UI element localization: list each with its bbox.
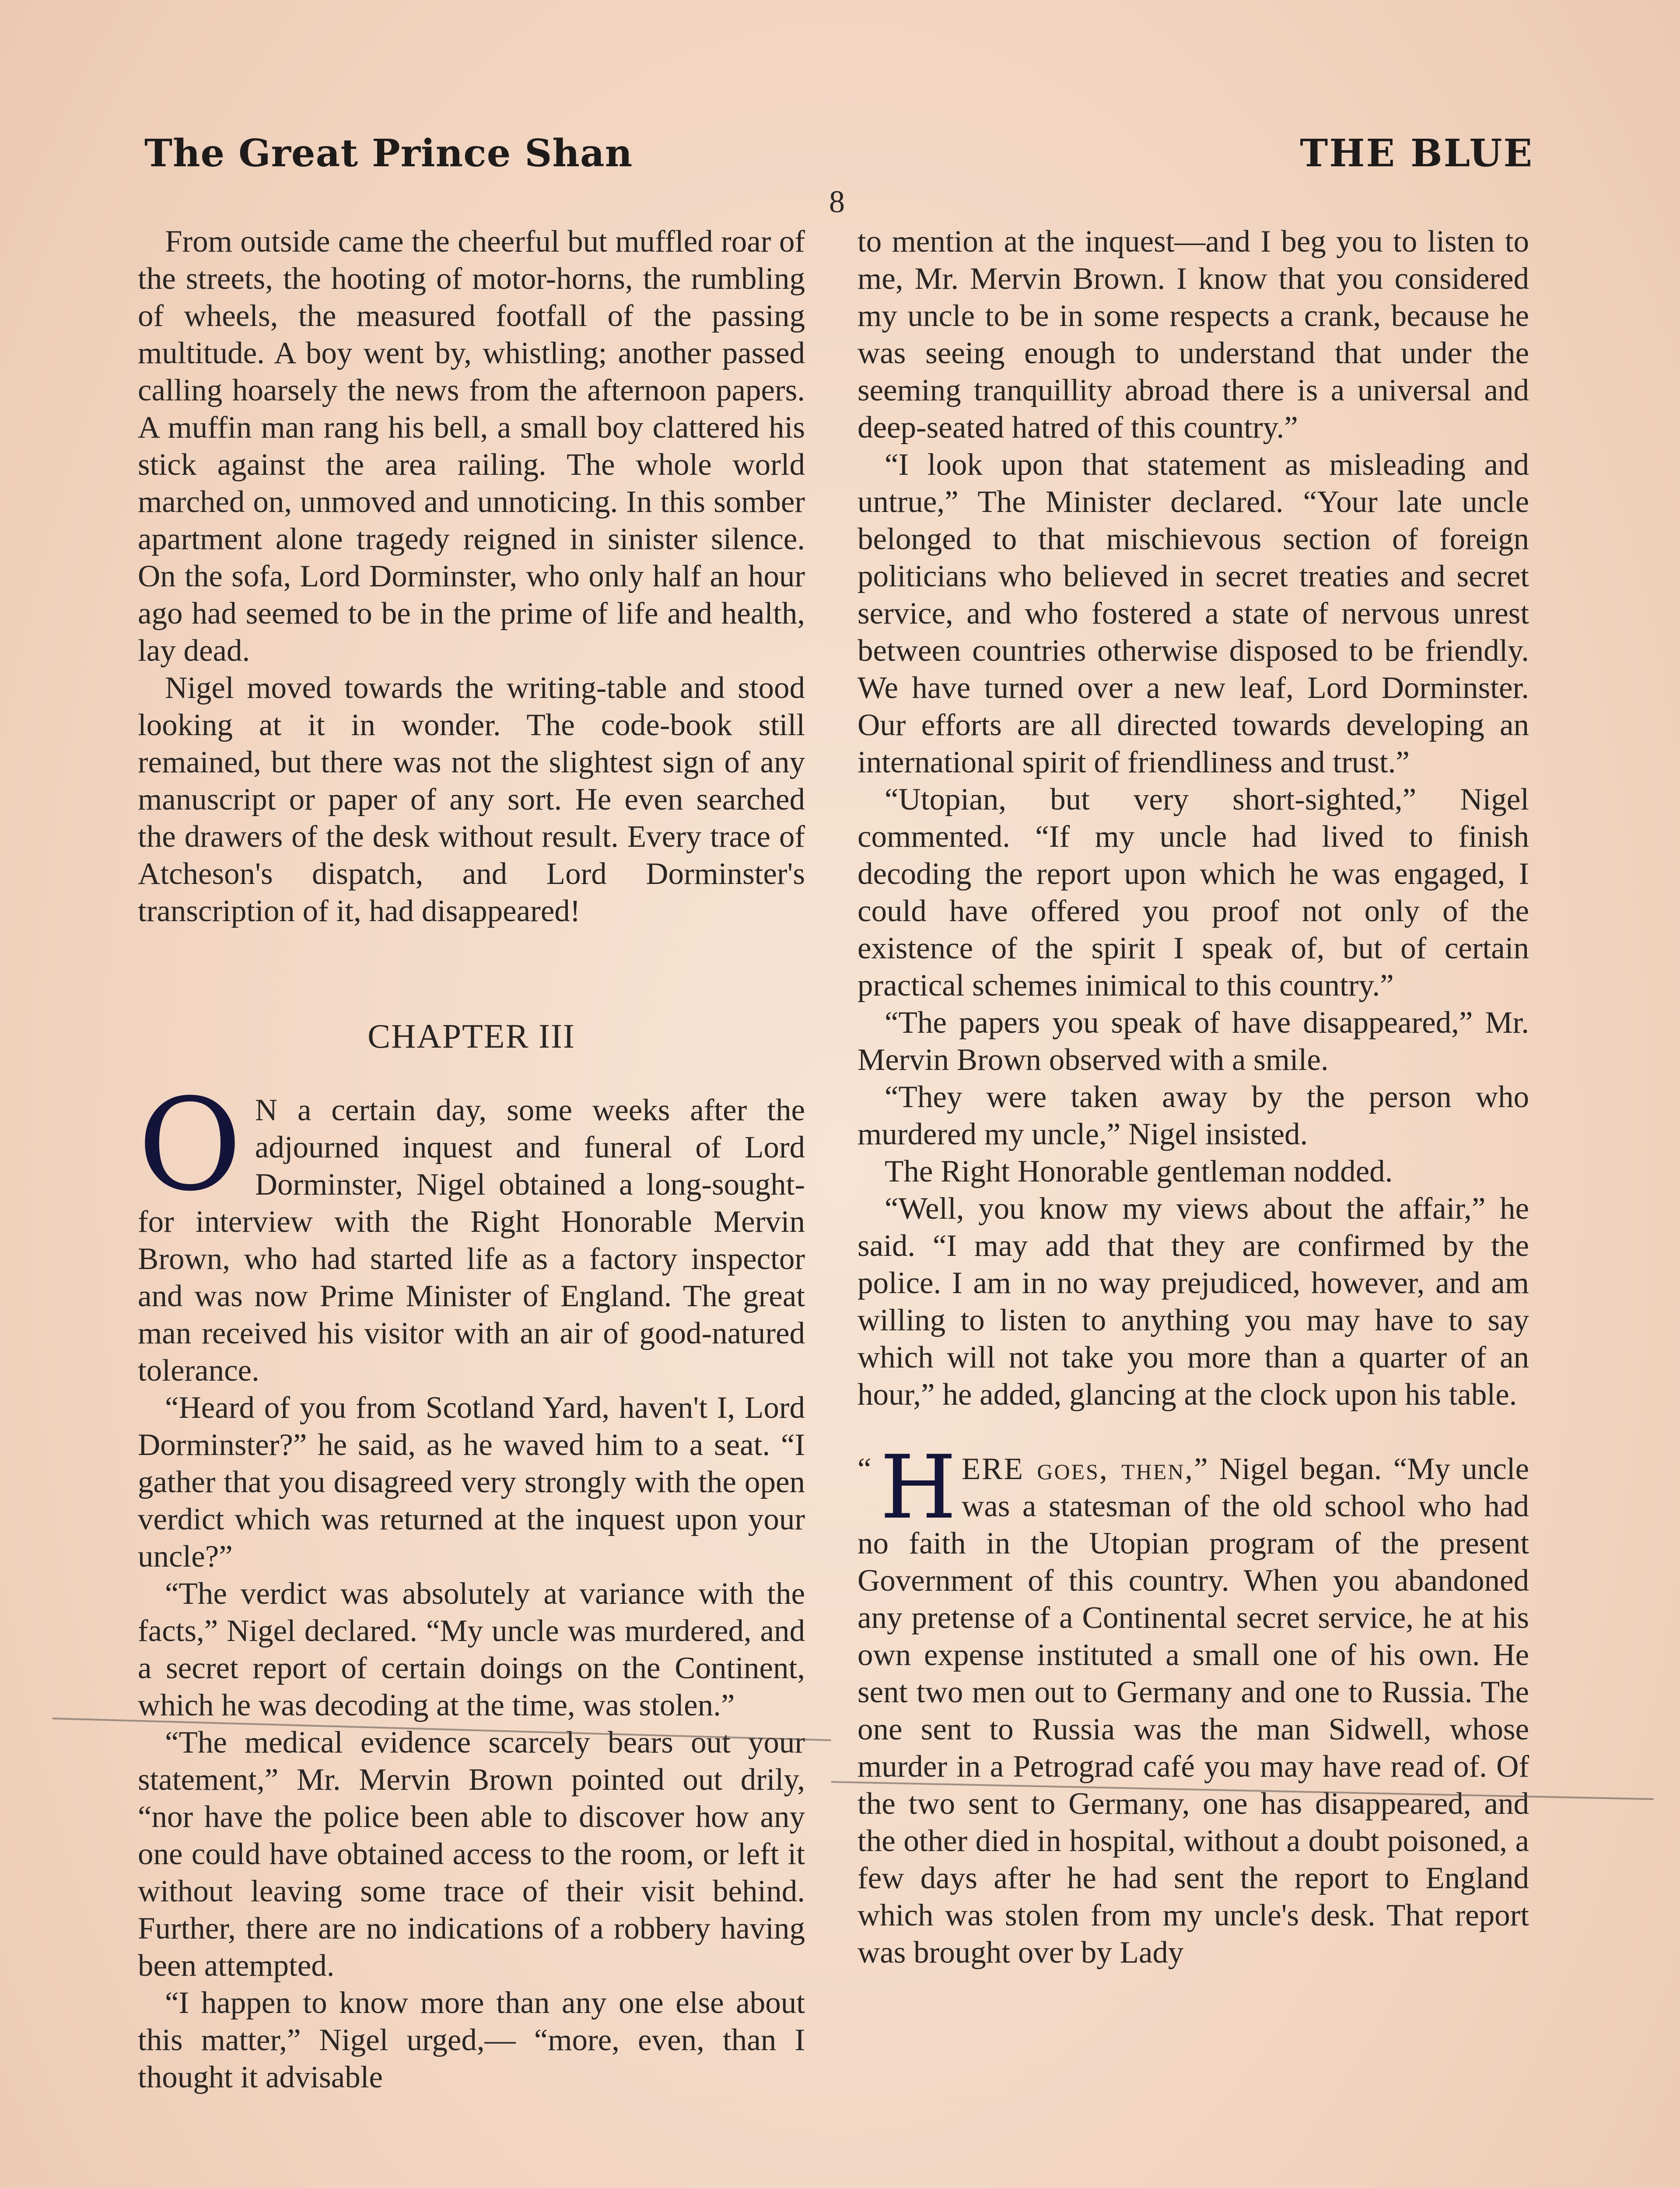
drop-cap: O [138,1072,242,1219]
paragraph: “I happen to know more than any one else about this matter,” Nigel urged,— “more, even, than I thought it advisable [138,1986,805,2094]
chapter-heading: CHAPTER III [368,1017,575,1055]
paragraph-dropcap [138,1072,805,1389]
paragraph: “The papers you speak of have disappeared,” Mr. Mervin Brown observed with a smile. [858,1006,1529,1077]
paragraph-text: ” Nigel began. “My uncle was a statesman of the old school who had no faith in the Utopian program of the present Government of this country. When you abandoned any pretense of a Continental secret service, he at his own expense instituted a small one of his own. He sent two men out to Germany and one to Russia. The one sent to Russia was the man Sidwell, whose murder in a Petrograd café you may have read of. Of the two sent to Germany, one has disappeared, and the other died in hospital, without a doubt poisoned, a few days after he had sent the report to England which was stolen from my uncle's desk. That report was brought over by Lady [858,1452,1529,1970]
drop-cap: H [880,1437,956,1539]
page-number: 8 [829,184,845,219]
paragraph: “They were taken away by the person who murdered my uncle,” Nigel insisted. [858,1080,1529,1151]
magazine-title: THE BLUE [1300,131,1533,175]
paragraph: From outside came the cheerful but muffled roar of the streets, the hooting of motor-horns, the rumbling of wheels, the measured footfall of the passing multitude. A boy went by, whistling; another passed calling hoarsely the news from the afternoon papers. A muffin man rang his bell, a small boy clattered his stick against the area railing. The whole world marched on, unmoved and unnoticing. In this somber apartment alone tragedy reigned in sinister silence. On the sofa, Lord Dorminster, who only half an hour ago had seemed to be in the prime of life and health, lay dead. [138,224,805,668]
paragraph: “Well, you know my views about the affair,” he said. “I may add that they are confirmed by the police. I am in no way prejudiced, however, and am willing to listen to anything you may have to say which will not take you more than a quarter of an hour,” he added, glancing at the clock upon his table. [858,1192,1529,1412]
paragraph: The Right Honorable gentleman nodded. [885,1154,1393,1189]
right-column [858,223,1529,1971]
small-caps-lead: ERE goes, then, [961,1452,1194,1486]
section-break [858,1413,1529,1451]
paragraph: Nigel moved towards the writing-table and stood looking at it in wonder. The code-book still remained, but there was not the slightest sign of any manuscript or paper of any sort. He even searched the drawers of the desk without result. Every trace of Atcheson's dispatch, and Lord Dorminster's transcription of it, had disappeared! [138,671,805,928]
paragraph: to mention at the inquest—and I beg you to listen to me, Mr. Mervin Brown. I know that you considered my uncle to be in some respects a crank, because he was seeing enough to understand that under the seeming tranquillity abroad there is a universal and deep-seated hatred of this country.” [858,224,1529,445]
paragraph: “The medical evidence scarcely bears out your statement,” Mr. Mervin Brown pointed out drily, “nor have the police been able to discover how any one could have obtained access to the room, or left it without leaving some trace of their visit behind. Further, there are no indications of a robbery having been attempted. [138,1725,805,1983]
paragraph-text: N a certain day, some weeks after the adjourned inquest and funeral of Lord Dorminster, Nigel obtained a long-sought-for interview with the Right Honorable Mervin Brown, who had started life as a factory inspector and was now Prime Minister of England. The great man received his visitor with an air of good-natured tolerance. [138,1093,805,1388]
paragraph: “The verdict was absolutely at variance with the facts,” Nigel declared. “My uncle was murdered, and a secret report of certain doings on the Continent, which he was decoding at the time, was stolen.” [138,1577,805,1722]
paragraph: “I look upon that statement as misleading and untrue,” The Minister declared. “Your late uncle belonged to that mischievous section of foreign politicians who believed in secret treaties and secret service, and who fostered a state of nervous unrest between countries otherwise disposed to be friendly. We have turned over a new leaf, Lord Dorminster. Our efforts are all directed towards developing an international spirit of friendliness and trust.” [858,448,1529,779]
paragraph: “Heard of you from Scotland Yard, haven't I, Lord Dorminster?” he said, as he waved him to a seat. “I gather that you disagreed very strongly with the open verdict which was returned at the inquest upon your uncle?” [138,1391,805,1574]
running-title: The Great Prince Shan [144,131,633,175]
paragraph-dropcap [858,1437,1529,1971]
paragraph: “Utopian, but very short-sighted,” Nigel commented. “If my uncle had lived to finish decoding the report upon which he was engaged, I could have offered you proof not only of the existence of the spirit I speak of, but of certain practical schemes inimical to this country.” [858,782,1529,1003]
opening-quote: “ [858,1452,872,1486]
left-column [138,223,805,2096]
